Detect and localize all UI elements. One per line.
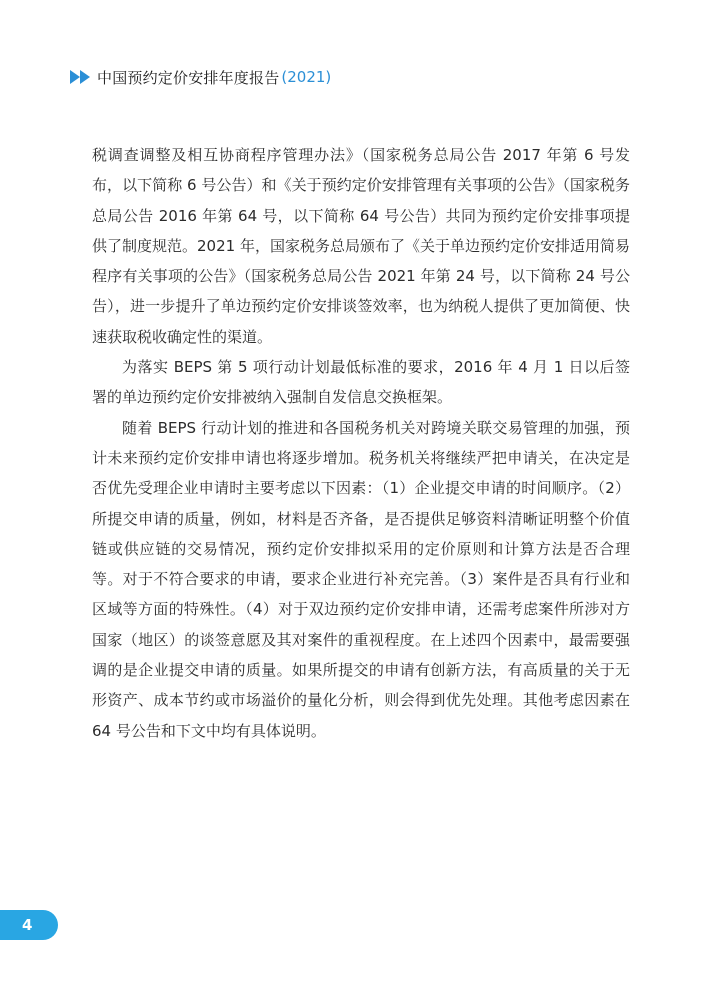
- running-header: [70, 66, 331, 88]
- body-text: [92, 140, 630, 746]
- report-year: (2021): [281, 68, 332, 86]
- paragraph-priority-factors: 随着 BEPS 行动计划的推进和各国税务机关对跨境关联交易管理的加强，预计未来预约定价安排申请也将逐步增加。税务机关将继续严把申请关，在决定是否优先受理企业申请时主要考虑以下因素：（1）企业提交申请的时间顺序。（2）所提交申请的质量，例如，材料是否齐备，是否提供足够资料清晰证明整个价值链或供应链的交易情况，预约定价安排拟采用的定价原则和计算方法是否合理等。对于不符合要求的申请，要求企业进行补充完善。（3）案件是否具有行业和区域等方面的特殊性。（4）对于双边预约定价安排申请，还需考虑案件所涉对方国家（地区）的谈签意愿及其对案件的重视程度。在上述四个因素中，最需要强调的是企业提交申请的质量。如果所提交的申请有创新方法，有高质量的关于无形资产、成本节约或市场溢价的量化分析，则会得到优先处理。其他考虑因素在 64 号公告和下文中均有具体说明。: [92, 418, 630, 740]
- double-arrow-icon: [70, 70, 92, 84]
- page-number-tab: [0, 910, 58, 940]
- paragraph-continued: 税调查调整及相互协商程序管理办法》（国家税务总局公告 2017 年第 6 号发布，以下简称 6 号公告）和《关于预约定价安排管理有关事项的公告》（国家税务总局公告 2016 年第 64 号，以下简称 64 号公告）共同为预约定价安排事项提供了制度规范。2021 年，国家税务总局颁布了《关于单边预约定价安排适用简易程序有关事项的公告》（国家税务总局公告 2021 年第 24 号，以下简称 24 号公告），进一步提升了单边预约定价安排谈签效率，也为纳税人提供了更加简便、快速获取税收确定性的渠道。: [92, 146, 630, 346]
- page-number: 4: [22, 916, 33, 934]
- report-title: 中国预约定价安排年度报告: [97, 68, 280, 87]
- paragraph-beps-exchange: 为落实 BEPS 第 5 项行动计划最低标准的要求，2016 年 4 月 1 日以后签署的单边预约定价安排被纳入强制自发信息交换框架。: [92, 358, 630, 407]
